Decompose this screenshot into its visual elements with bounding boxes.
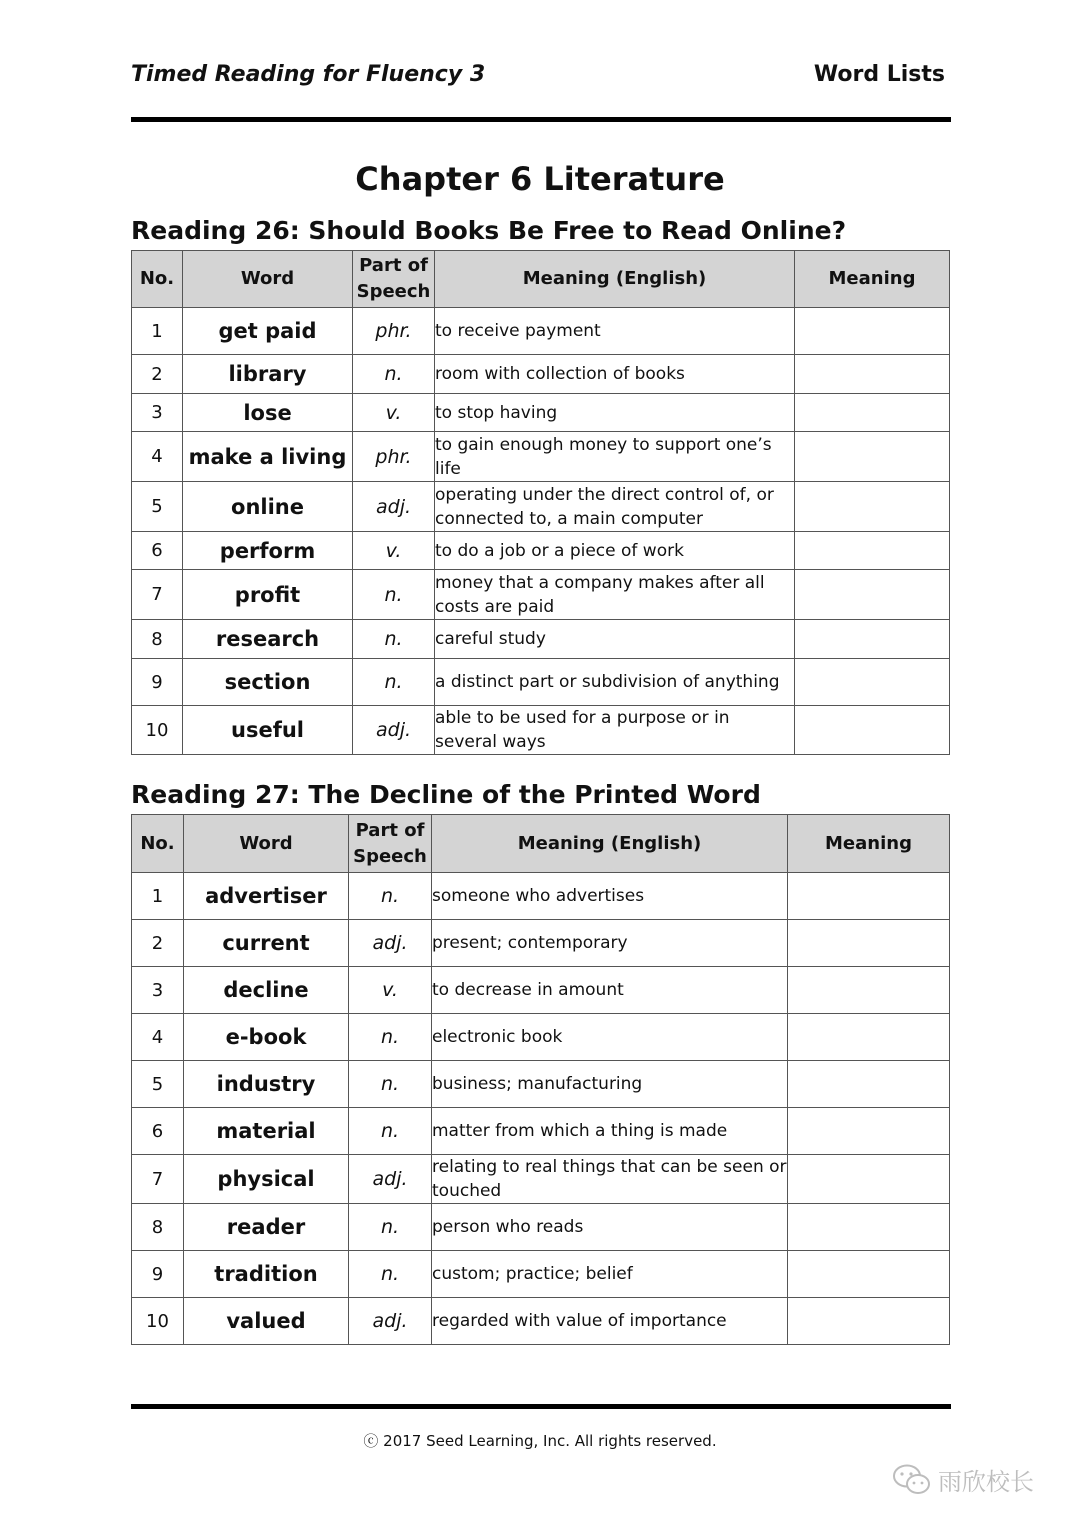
row-pos: n. (353, 620, 435, 659)
reading-27-title: Reading 27: The Decline of the Printed Word (131, 780, 761, 809)
watermark (892, 1462, 1034, 1497)
row-pos: v. (353, 532, 435, 570)
row-word: get paid (183, 308, 353, 355)
row-definition: business; manufacturing (432, 1061, 788, 1108)
row-word: useful (183, 706, 353, 755)
table-row (132, 532, 950, 570)
table-row (132, 482, 950, 532)
row-no: 1 (132, 873, 184, 920)
row-no: 10 (132, 1298, 184, 1345)
row-no: 4 (132, 432, 183, 482)
col-pos-header: Part of Speech (353, 251, 435, 308)
row-no: 7 (132, 1155, 184, 1204)
wechat-icon (892, 1463, 932, 1497)
col-word-header: Word (183, 251, 353, 308)
row-meaning-blank (788, 1108, 950, 1155)
row-meaning-blank (795, 659, 950, 706)
row-no: 6 (132, 1108, 184, 1155)
row-definition: electronic book (432, 1014, 788, 1061)
row-word: library (183, 355, 353, 394)
row-word: section (183, 659, 353, 706)
row-pos: n. (353, 659, 435, 706)
row-meaning-blank (795, 432, 950, 482)
row-no: 2 (132, 355, 183, 394)
row-meaning-blank (788, 1155, 950, 1204)
chapter-title: Chapter 6 Literature (355, 160, 725, 198)
row-pos: n. (353, 355, 435, 394)
table-row (132, 920, 950, 967)
table-row (132, 1298, 950, 1345)
header-rule (131, 117, 951, 122)
table-row (132, 1204, 950, 1251)
table-row (132, 1251, 950, 1298)
table-row (132, 355, 950, 394)
row-definition: room with collection of books (435, 355, 795, 394)
row-meaning-blank (788, 967, 950, 1014)
row-no: 1 (132, 308, 183, 355)
table-row (132, 873, 950, 920)
row-word: research (183, 620, 353, 659)
table-row (132, 967, 950, 1014)
row-definition: to receive payment (435, 308, 795, 355)
row-no: 5 (132, 482, 183, 532)
table-row (132, 620, 950, 659)
row-definition: money that a company makes after all costs are paid (435, 570, 795, 620)
row-definition: matter from which a thing is made (432, 1108, 788, 1155)
row-definition: person who reads (432, 1204, 788, 1251)
row-word: make a living (183, 432, 353, 482)
copyright-footer: ⓒ 2017 Seed Learning, Inc. All rights reserved. (363, 1432, 717, 1450)
row-meaning-blank (788, 1014, 950, 1061)
table-row (132, 1061, 950, 1108)
table-header-row (132, 251, 950, 308)
row-no: 8 (132, 620, 183, 659)
row-word: advertiser (184, 873, 349, 920)
row-word: decline (184, 967, 349, 1014)
row-definition: regarded with value of importance (432, 1298, 788, 1345)
row-meaning-blank (795, 308, 950, 355)
row-definition: to do a job or a piece of work (435, 532, 795, 570)
row-pos: v. (353, 394, 435, 432)
col-meaning-header: Meaning (788, 815, 950, 873)
row-word: tradition (184, 1251, 349, 1298)
row-definition: to decrease in amount (432, 967, 788, 1014)
row-pos: n. (353, 570, 435, 620)
row-no: 3 (132, 394, 183, 432)
row-no: 4 (132, 1014, 184, 1061)
row-pos: adj. (353, 482, 435, 532)
row-meaning-blank (795, 394, 950, 432)
row-meaning-blank (788, 1061, 950, 1108)
table-row (132, 432, 950, 482)
table-row (132, 570, 950, 620)
section-label: Word Lists (813, 62, 945, 87)
row-meaning-blank (788, 920, 950, 967)
row-word: e-book (184, 1014, 349, 1061)
row-pos: adj. (349, 1298, 432, 1345)
row-no: 9 (132, 1251, 184, 1298)
row-definition: to stop having (435, 394, 795, 432)
table-row (132, 308, 950, 355)
row-meaning-blank (788, 1204, 950, 1251)
table-row (132, 1155, 950, 1204)
row-word: profit (183, 570, 353, 620)
row-no: 10 (132, 706, 183, 755)
row-pos: adj. (349, 920, 432, 967)
row-pos: adj. (353, 706, 435, 755)
row-word: reader (184, 1204, 349, 1251)
row-word: material (184, 1108, 349, 1155)
row-no: 3 (132, 967, 184, 1014)
row-meaning-blank (795, 570, 950, 620)
reading-27-table (131, 814, 950, 1345)
row-meaning-blank (788, 1298, 950, 1345)
row-word: industry (184, 1061, 349, 1108)
row-meaning-blank (788, 1251, 950, 1298)
row-meaning-blank (795, 706, 950, 755)
col-meaning-header: Meaning (795, 251, 950, 308)
book-title: Timed Reading for Fluency 3 (131, 62, 486, 87)
col-word-header: Word (184, 815, 349, 873)
row-pos: phr. (353, 308, 435, 355)
row-pos: adj. (349, 1155, 432, 1204)
table-row (132, 394, 950, 432)
watermark-text: 雨欣校长 (938, 1468, 1034, 1496)
row-definition: a distinct part or subdivision of anything (435, 659, 795, 706)
row-pos: n. (349, 1251, 432, 1298)
row-definition: careful study (435, 620, 795, 659)
row-word: lose (183, 394, 353, 432)
row-no: 6 (132, 532, 183, 570)
col-pos-header: Part of Speech (349, 815, 432, 873)
table-row (132, 1014, 950, 1061)
row-pos: n. (349, 1204, 432, 1251)
col-no-header: No. (132, 815, 184, 873)
row-pos: n. (349, 873, 432, 920)
row-definition: able to be used for a purpose or in several ways (435, 706, 795, 755)
row-word: physical (184, 1155, 349, 1204)
row-word: current (184, 920, 349, 967)
reading-26-title: Reading 26: Should Books Be Free to Read Online? (131, 216, 847, 245)
row-no: 7 (132, 570, 183, 620)
row-pos: v. (349, 967, 432, 1014)
col-no-header: No. (132, 251, 183, 308)
row-definition: someone who advertises (432, 873, 788, 920)
row-meaning-blank (795, 620, 950, 659)
table-row (132, 1108, 950, 1155)
row-pos: n. (349, 1014, 432, 1061)
table-row (132, 659, 950, 706)
row-no: 2 (132, 920, 184, 967)
col-meaning-english-header: Meaning (English) (432, 815, 788, 873)
col-meaning-english-header: Meaning (English) (435, 251, 795, 308)
row-no: 5 (132, 1061, 184, 1108)
row-word: valued (184, 1298, 349, 1345)
row-meaning-blank (788, 873, 950, 920)
row-pos: phr. (353, 432, 435, 482)
row-pos: n. (349, 1061, 432, 1108)
row-no: 9 (132, 659, 183, 706)
row-definition: custom; practice; belief (432, 1251, 788, 1298)
row-no: 8 (132, 1204, 184, 1251)
row-meaning-blank (795, 482, 950, 532)
reading-26-table (131, 250, 950, 755)
row-meaning-blank (795, 355, 950, 394)
row-definition: to gain enough money to support one’s life (435, 432, 795, 482)
table-row (132, 706, 950, 755)
footer-rule (131, 1404, 951, 1409)
table-header-row (132, 815, 950, 873)
row-word: online (183, 482, 353, 532)
row-definition: present; contemporary (432, 920, 788, 967)
row-definition: relating to real things that can be seen or touched (432, 1155, 788, 1204)
row-pos: n. (349, 1108, 432, 1155)
row-word: perform (183, 532, 353, 570)
row-definition: operating under the direct control of, or connected to, a main computer (435, 482, 795, 532)
row-meaning-blank (795, 532, 950, 570)
